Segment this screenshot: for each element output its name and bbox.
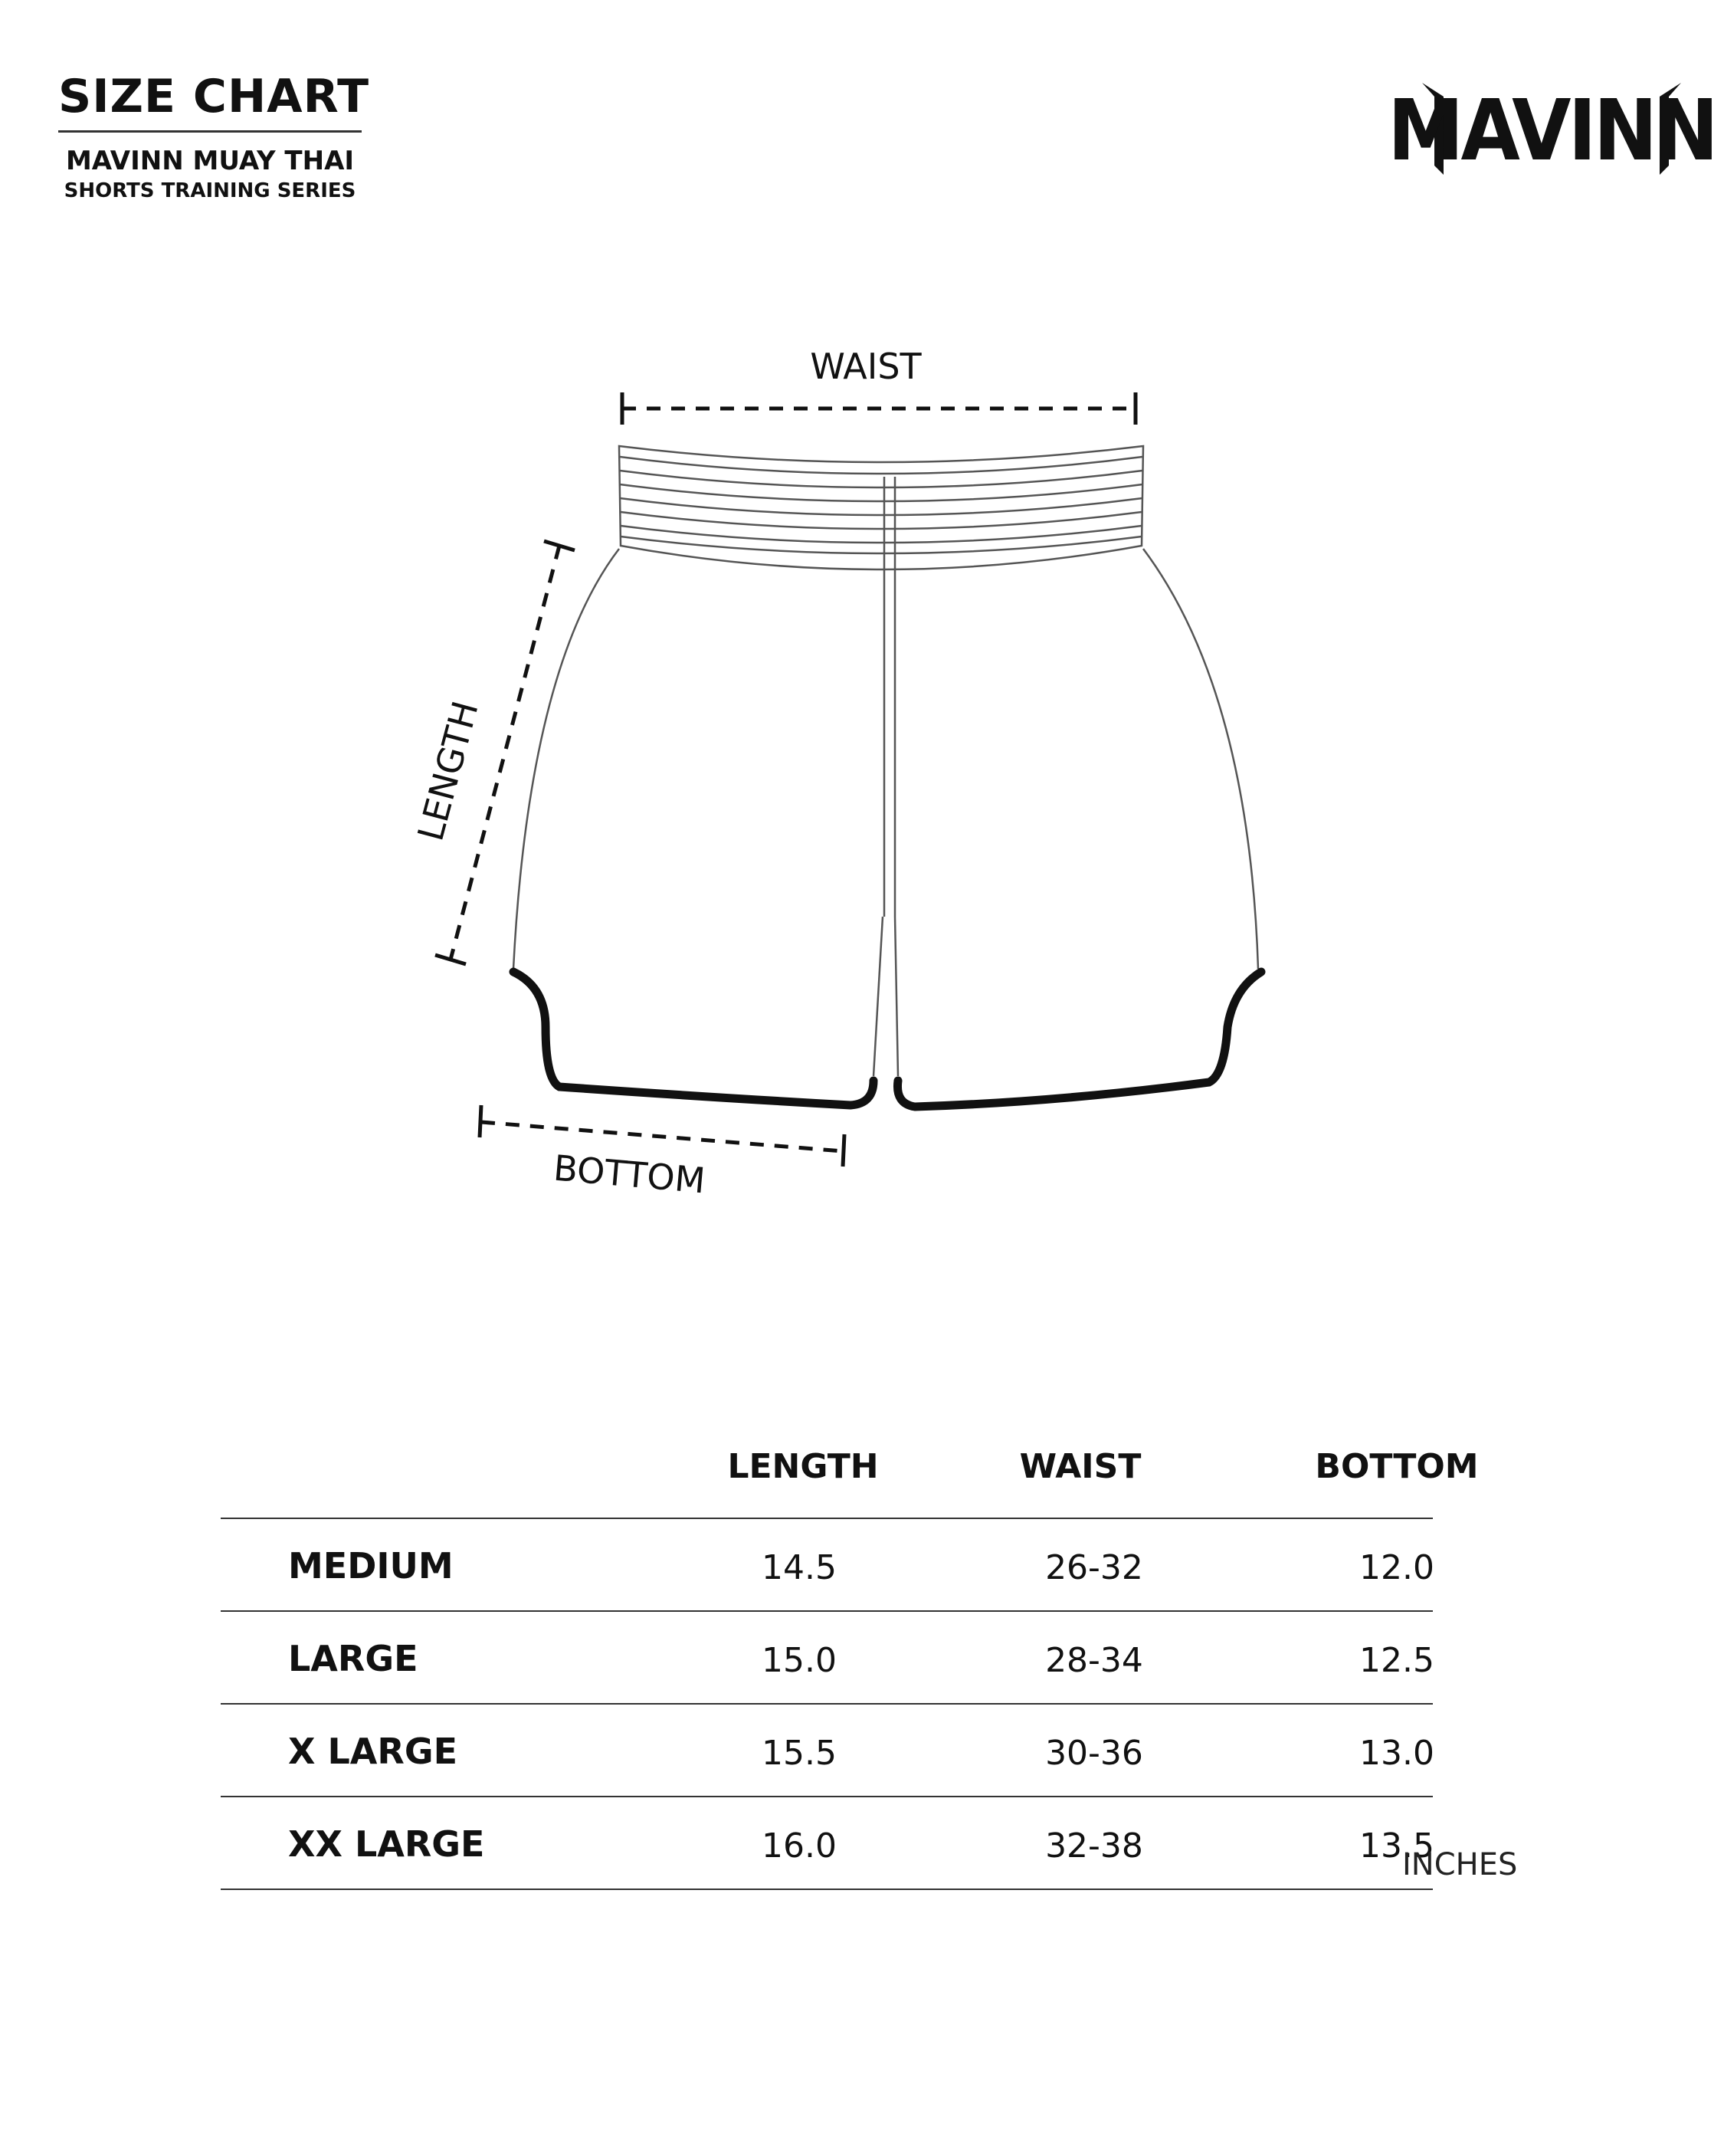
size-name: X LARGE: [288, 1731, 457, 1772]
bottom-value: 13.5: [1359, 1826, 1434, 1866]
table-row: [221, 1610, 1433, 1703]
size-name: MEDIUM: [288, 1545, 454, 1587]
length-label: LENGTH: [409, 697, 487, 845]
column-header-length: LENGTH: [727, 1447, 879, 1486]
bottom-label: BOTTOM: [552, 1147, 707, 1202]
bottom-dimension: [480, 1105, 844, 1202]
bottom-value: 12.5: [1359, 1641, 1434, 1680]
length-dimension: [409, 541, 575, 964]
column-header-bottom: BOTTOM: [1315, 1447, 1479, 1486]
waist-value: 32-38: [1045, 1826, 1143, 1866]
product-series: SHORTS TRAINING SERIES: [64, 179, 356, 202]
waist-value: 26-32: [1045, 1548, 1143, 1587]
units-label: INCHES: [1402, 1847, 1518, 1882]
length-value: 14.5: [762, 1548, 837, 1587]
waist-dimension: [622, 346, 1136, 425]
table-header: [221, 1426, 1479, 1518]
page-title: SIZE CHART: [58, 70, 370, 123]
size-name: LARGE: [288, 1638, 418, 1679]
length-value: 16.0: [762, 1826, 837, 1866]
bottom-value: 13.0: [1359, 1734, 1434, 1773]
waist-value: 28-34: [1045, 1641, 1143, 1680]
size-name: XX LARGE: [288, 1823, 485, 1865]
product-name: MAVINN MUAY THAI: [65, 146, 355, 176]
table-row: [221, 1703, 1433, 1796]
shorts-hem: [513, 972, 1261, 1107]
svg-text:MAVINN: MAVINN: [1387, 80, 1716, 179]
length-value: 15.0: [762, 1641, 837, 1680]
waist-label: WAIST: [810, 346, 922, 387]
shorts-outline: [513, 446, 1258, 1076]
length-value: 15.5: [762, 1734, 837, 1773]
column-header-waist: WAIST: [1019, 1447, 1142, 1486]
table-row: [221, 1796, 1433, 1890]
bottom-value: 12.0: [1359, 1548, 1434, 1587]
waist-value: 30-36: [1045, 1734, 1143, 1773]
table-row: [221, 1518, 1433, 1610]
